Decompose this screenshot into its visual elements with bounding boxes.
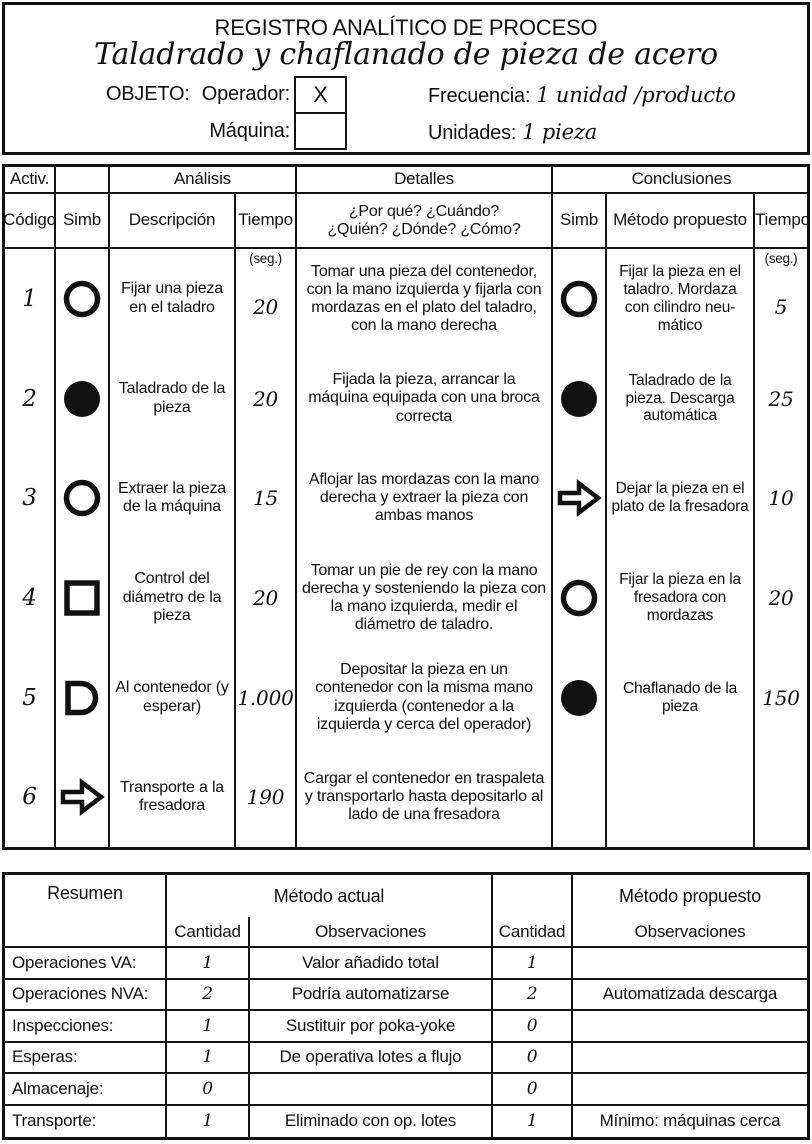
observaciones-actual-cell: Valor añadido total <box>250 948 493 980</box>
tiempo-value: 20 <box>252 295 279 320</box>
simbolo-propuesto-cell <box>553 349 607 449</box>
summary-header-observaciones-propuesto: Observaciones <box>573 917 807 948</box>
simbolo-cell <box>56 747 110 847</box>
tiempo-value: 1.000 <box>237 685 294 710</box>
detalle-cell: Tomar una pieza del contenedor, con la mano izquierda y fijarla con mordazas en el plato del taladro, con la mano derecha <box>297 249 553 349</box>
summary-header-resumen: Resumen <box>5 875 167 948</box>
tiempo-cell <box>236 448 297 548</box>
summary-row <box>5 948 807 980</box>
header-analisis: Análisis <box>110 167 297 194</box>
observaciones-propuesto-cell <box>573 1043 807 1075</box>
detalle-cell: Fijada la pieza, arrancar la máquina equipada con una broca correcta <box>297 349 553 449</box>
summary-header-cantidad-propuesto: Cantidad <box>493 917 573 948</box>
process-row <box>5 747 807 847</box>
process-symbol-icon <box>62 478 102 518</box>
observaciones-actual-cell: Podría automatizarse <box>250 980 493 1012</box>
simbolo-propuesto-cell <box>553 249 607 349</box>
codigo-cell: 5 <box>5 648 56 748</box>
summary-label-cell: Inspecciones: <box>5 1011 167 1043</box>
metodo-propuesto-cell: Chaflanado de la pieza <box>607 648 755 748</box>
tiempo-propuesto-cell <box>755 548 807 648</box>
metodo-propuesto-cell: Fijar la pieza en el taladro. Mordaza con cilindro neu- mático <box>607 249 755 349</box>
header-preguntas-line2: ¿Quién? ¿Dónde? ¿Cómo? <box>327 220 521 238</box>
header-simb2: Simb <box>553 194 607 249</box>
summary-header-metodo-propuesto: Método propuesto <box>619 885 761 906</box>
summary-table-body <box>5 948 807 1137</box>
process-table-header <box>3 167 810 249</box>
tiempo-cell <box>236 747 297 847</box>
header-box <box>2 2 810 155</box>
summary-label-cell: Operaciones VA: <box>5 948 167 980</box>
cantidad-propuesto-cell: 2 <box>493 980 573 1012</box>
process-row <box>5 548 807 648</box>
proposed-symbol-icon <box>559 379 599 419</box>
tiempo-cell <box>236 349 297 449</box>
header-preguntas-line1: ¿Por qué? ¿Cuándo? <box>348 202 500 220</box>
tiempo-propuesto-value: 10 <box>768 486 794 511</box>
header-tiempo2: Tiempo <box>755 194 810 249</box>
cantidad-actual-cell: 1 <box>167 1011 250 1043</box>
operador-checkbox[interactable] <box>294 76 347 114</box>
detalle-cell: Tomar un pie de rey con la mano derecha y sosteniendo la pieza con la mano izquierda, medir el diámetro de taladro. <box>297 548 553 648</box>
codigo-cell: 3 <box>5 448 56 548</box>
process-row <box>5 648 807 748</box>
header-codigo: Código <box>5 194 56 249</box>
header-detalles: Detalles <box>297 167 553 194</box>
header-metodo-propuesto: Método propuesto <box>607 194 755 249</box>
observaciones-propuesto-cell <box>573 948 807 980</box>
summary-header-cantidad-actual: Cantidad <box>167 917 250 948</box>
tiempo-cell <box>236 548 297 648</box>
descripcion-cell: Al contenedor (y esperar) <box>110 648 236 748</box>
summary-row <box>5 1106 807 1138</box>
simbolo-propuesto-cell <box>553 448 607 548</box>
metodo-propuesto-cell: Dejar la pieza en el plato de la fresadora <box>607 448 755 548</box>
observaciones-actual-cell: Eliminado con op. lotes <box>250 1106 493 1138</box>
header-tiempo: Tiempo <box>236 194 297 249</box>
summary-row <box>5 1043 807 1075</box>
cantidad-actual-cell: 0 <box>167 1074 250 1106</box>
cantidad-actual-cell: 1 <box>167 948 250 980</box>
objeto-operador-labels <box>5 83 290 106</box>
proposed-symbol-icon <box>559 578 599 618</box>
detalle-cell: Aflojar las mordazas con la mano derecha y extraer la pieza con ambas manos <box>297 448 553 548</box>
tiempo-propuesto-value: 150 <box>762 685 800 710</box>
process-symbol-icon <box>62 279 102 319</box>
summary-label-cell: Almacenaje: <box>5 1074 167 1106</box>
proposed-symbol-icon <box>556 479 602 517</box>
summary-label-cell: Transporte: <box>5 1106 167 1138</box>
observaciones-propuesto-cell: Mínimo: máquinas cerca <box>599 1111 781 1131</box>
simbolo-cell <box>56 249 110 349</box>
cantidad-propuesto-cell: 1 <box>493 948 573 980</box>
process-symbol-icon <box>62 679 102 717</box>
tiempo-value: 190 <box>246 785 285 810</box>
observaciones-actual-cell: Sustituir por poka-yoke <box>250 1011 493 1043</box>
metodo-propuesto-cell: Fijar la pieza en la fresadora con mordazas <box>607 548 755 648</box>
header-empty <box>56 167 110 194</box>
process-row <box>5 448 807 548</box>
tiempo-value: 15 <box>252 486 279 511</box>
form-title: REGISTRO ANALÍTICO DE PROCESO <box>214 15 598 40</box>
cantidad-propuesto-cell: 1 <box>493 1106 573 1138</box>
codigo-cell: 1 <box>5 249 56 349</box>
operador-checkbox-value: X <box>313 82 328 107</box>
header-simb: Simb <box>56 194 110 249</box>
tiempo-propuesto-value: 25 <box>768 386 794 411</box>
form-subtitle: Taladrado y chaflanado de pieza de acero <box>94 37 718 72</box>
metodo-propuesto-cell <box>607 747 755 847</box>
header-conclusiones: Conclusiones <box>553 167 810 194</box>
descripcion-cell: Control del diámetro de la pieza <box>110 548 236 648</box>
tiempo-propuesto-cell <box>755 249 807 349</box>
tiempo-propuesto-cell <box>755 448 807 548</box>
unidades-value: 1 pieza <box>522 120 598 144</box>
objeto-label: OBJETO: <box>105 83 190 105</box>
simbolo-propuesto-cell <box>553 747 607 847</box>
observaciones-propuesto-cell <box>573 1011 807 1043</box>
process-row <box>5 349 807 449</box>
frecuencia-line <box>428 83 736 108</box>
process-symbol-icon <box>62 379 102 419</box>
tiempo-value: 20 <box>252 386 279 411</box>
tiempo-cell <box>236 648 297 748</box>
operador-label: Operador: <box>201 83 290 105</box>
observaciones-actual-cell: De operativa lotes a flujo <box>250 1043 493 1075</box>
seg-unit-label: (seg.) <box>249 251 282 266</box>
process-table <box>2 164 810 850</box>
seg-unit-label: (seg.) <box>764 251 798 266</box>
summary-row <box>5 1011 807 1043</box>
process-row <box>5 249 807 349</box>
codigo-cell: 4 <box>5 548 56 648</box>
descripcion-cell: Transporte a la fresadora <box>110 747 236 847</box>
summary-table-header <box>5 875 807 948</box>
tiempo-propuesto-cell <box>755 747 807 847</box>
maquina-checkbox[interactable] <box>294 112 347 150</box>
tiempo-propuesto-value: 5 <box>774 295 788 320</box>
observaciones-propuesto-cell <box>573 1074 807 1106</box>
cantidad-actual-cell: 2 <box>167 980 250 1012</box>
summary-header-observaciones-actual: Observaciones <box>250 917 493 948</box>
simbolo-propuesto-cell <box>553 648 607 748</box>
observaciones-propuesto-cell: Automatizada descarga <box>573 980 807 1012</box>
observaciones-actual-cell <box>250 1074 493 1106</box>
cantidad-propuesto-cell: 0 <box>493 1011 573 1043</box>
codigo-cell: 2 <box>5 349 56 449</box>
summary-label-cell: Esperas: <box>5 1043 167 1075</box>
simbolo-propuesto-cell <box>553 548 607 648</box>
descripcion-cell: Extraer la pieza de la máquina <box>110 448 236 548</box>
tiempo-propuesto-cell <box>755 349 807 449</box>
cantidad-propuesto-cell: 0 <box>493 1043 573 1075</box>
simbolo-cell <box>56 448 110 548</box>
proposed-symbol-icon <box>559 279 599 319</box>
simbolo-cell <box>56 548 110 648</box>
cantidad-actual-cell: 1 <box>167 1043 250 1075</box>
maquina-label: Máquina: <box>209 120 290 142</box>
process-table-body <box>5 249 807 847</box>
tiempo-value: 20 <box>252 585 279 610</box>
summary-row <box>5 1074 807 1106</box>
summary-header-metodo-actual: Método actual <box>167 875 493 917</box>
detalle-cell: Depositar la pieza en un contenedor con la misma mano izquierda (contenedor a la izquierda y cerca del operador) <box>297 648 553 748</box>
proposed-symbol-icon <box>559 678 599 718</box>
simbolo-cell <box>56 349 110 449</box>
metodo-propuesto-cell: Taladrado de la pieza. Descarga automática <box>607 349 755 449</box>
codigo-cell: 6 <box>5 747 56 847</box>
descripcion-cell: Fijar una pieza en el taladro <box>110 249 236 349</box>
summary-row <box>5 980 807 1012</box>
detalle-cell: Cargar el contenedor en traspaleta y transportarlo hasta depositarlo al lado de una fresadora <box>297 747 553 847</box>
header-preguntas <box>297 194 553 249</box>
process-symbol-icon <box>62 578 102 618</box>
summary-label-cell: Operaciones NVA: <box>5 980 167 1012</box>
cantidad-propuesto-cell: 0 <box>493 1074 573 1106</box>
tiempo-propuesto-cell <box>755 648 807 748</box>
header-activ: Activ. <box>5 167 56 194</box>
summary-header-empty <box>493 875 573 917</box>
descripcion-cell: Taladrado de la pieza <box>110 349 236 449</box>
frecuencia-value: 1 unidad /producto <box>536 83 736 107</box>
header-descripcion: Descripción <box>110 194 236 249</box>
unidades-label: Unidades: <box>428 122 517 144</box>
tiempo-cell <box>236 249 297 349</box>
frecuencia-label: Frecuencia: <box>428 85 531 107</box>
process-symbol-icon <box>59 778 105 816</box>
unidades-line <box>428 120 597 145</box>
simbolo-cell <box>56 648 110 748</box>
tiempo-propuesto-value: 20 <box>768 585 794 610</box>
cantidad-actual-cell: 1 <box>167 1106 250 1138</box>
summary-table <box>2 872 810 1140</box>
